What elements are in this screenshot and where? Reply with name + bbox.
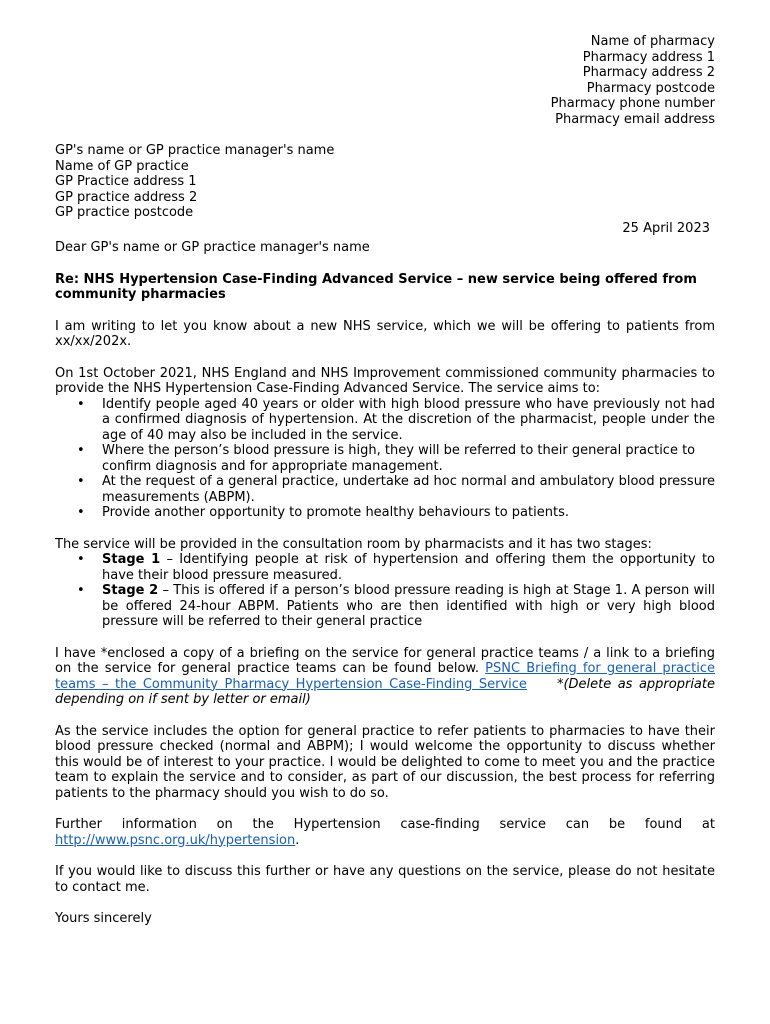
hypertension-url-link[interactable]: http://www.psnc.org.uk/hypertension (55, 832, 296, 848)
sender-name: Name of pharmacy (590, 34, 715, 49)
referral-paragraph: As the service includes the option for general practice to refer patients to pharmacies to have their blood pressure checked (normal and ABPM); I would welcome the opportunity to discuss whether this would be of interest to your practice. I would be delighted to come to meet you and the practice team to explain the service and to consider, as part of our discussion, the best process for referring patients to the pharmacy should you wish to do so. (55, 723, 715, 801)
stage-item-1 (102, 552, 715, 583)
recipient-practice: Name of GP practice (55, 158, 189, 174)
sender-email: Pharmacy email address (555, 111, 715, 127)
stages-list (55, 552, 715, 630)
letter-date: 25 April 2023 (622, 220, 710, 236)
sender-phone: Pharmacy phone number (550, 96, 715, 111)
stages-intro: The service will be provided in the consultation room by pharmacists and it has two stages: (55, 536, 652, 552)
intro-paragraph: I am writing to let you know about a new NHS service, which we will be offering to patients from xx/xx/202x. (55, 318, 715, 349)
sender-postcode: Pharmacy postcode (586, 80, 715, 96)
briefing-text: I have *enclosed a copy of a briefing on the service for general practice teams / a link to a briefing on the service for general practice teams can be found below. (55, 645, 715, 676)
aim-item-3: • At the request of a general practice, undertake ad hoc normal and ambulatory blood pressure measurements (ABPM). (102, 474, 715, 505)
briefing-link[interactable]: PSNC Briefing for general practice teams – the Community Pharmacy Hypertension Case-Finding Service (55, 661, 716, 692)
stage-1-label: Stage 1 (102, 552, 161, 567)
briefing-note: *(Delete as appropriate depending on if sent by letter or email) (55, 676, 715, 707)
further-info-text: Further information on the Hypertension case-finding service can be found at (55, 817, 715, 832)
salutation: Dear GP's name or GP practice manager's name (55, 240, 370, 255)
stage-1-text: – Identifying people at risk of hypertension and offering them the opportunity to have their blood pressure measured. (102, 552, 716, 583)
background-paragraph: On 1st October 2021, NHS England and NHS Improvement commissioned community pharmacies to provide the NHS Hypertension Case-Finding Advanced Service. The service aims to: (55, 365, 715, 396)
further-info-paragraph (55, 817, 715, 848)
aim-item-2-line-1: Where the person’s blood pressure is high, they will be referred to their general practice to (102, 443, 696, 458)
sender-address-line-2: Pharmacy address 2 (582, 65, 715, 80)
aim-item-2-line-2: confirm diagnosis and for appropriate management. (102, 458, 443, 474)
stage-item-2 (102, 583, 715, 630)
recipient-name: GP's name or GP practice manager's name (55, 143, 335, 158)
recipient-address-line-2: GP practice address 2 (55, 189, 198, 205)
recipient-postcode: GP practice postcode (55, 205, 194, 220)
further-info-period: . (295, 832, 300, 848)
subject-line: Re: NHS Hypertension Case-Finding Advanced Service – new service being offered from community pharmacies (55, 271, 697, 302)
aims-list (55, 397, 715, 521)
stage-2-label: Stage 2 (102, 583, 159, 598)
closing: Yours sincerely (55, 911, 152, 926)
sender-address-line-1: Pharmacy address 1 (582, 49, 715, 65)
aim-item-1: • Identify people aged 40 years or older with high blood pressure who have previously not had a confirmed diagnosis of hypertension. At the discretion of the pharmacist, people under the age of 40 may also be included in the service. (102, 397, 715, 444)
aim-item-4: • Provide another opportunity to promote healthy behaviours to patients. (102, 505, 715, 521)
contact-paragraph: If you would like to discuss this further or have any questions on the service, please do not hesitate to contact me. (55, 864, 715, 895)
letter-page (55, 34, 715, 927)
sender-address (55, 34, 715, 127)
recipient-address-line-1: GP Practice address 1 (55, 174, 197, 189)
aim-item-2 (102, 443, 715, 474)
stage-2-text: – This is offered if a person’s blood pressure reading is high at Stage 1. A person will be offered 24-hour ABPM. Patients who are then identified with high or very high blood pressure will be referred to their general practice (102, 583, 716, 629)
recipient-address (55, 143, 715, 221)
briefing-paragraph (55, 646, 715, 708)
